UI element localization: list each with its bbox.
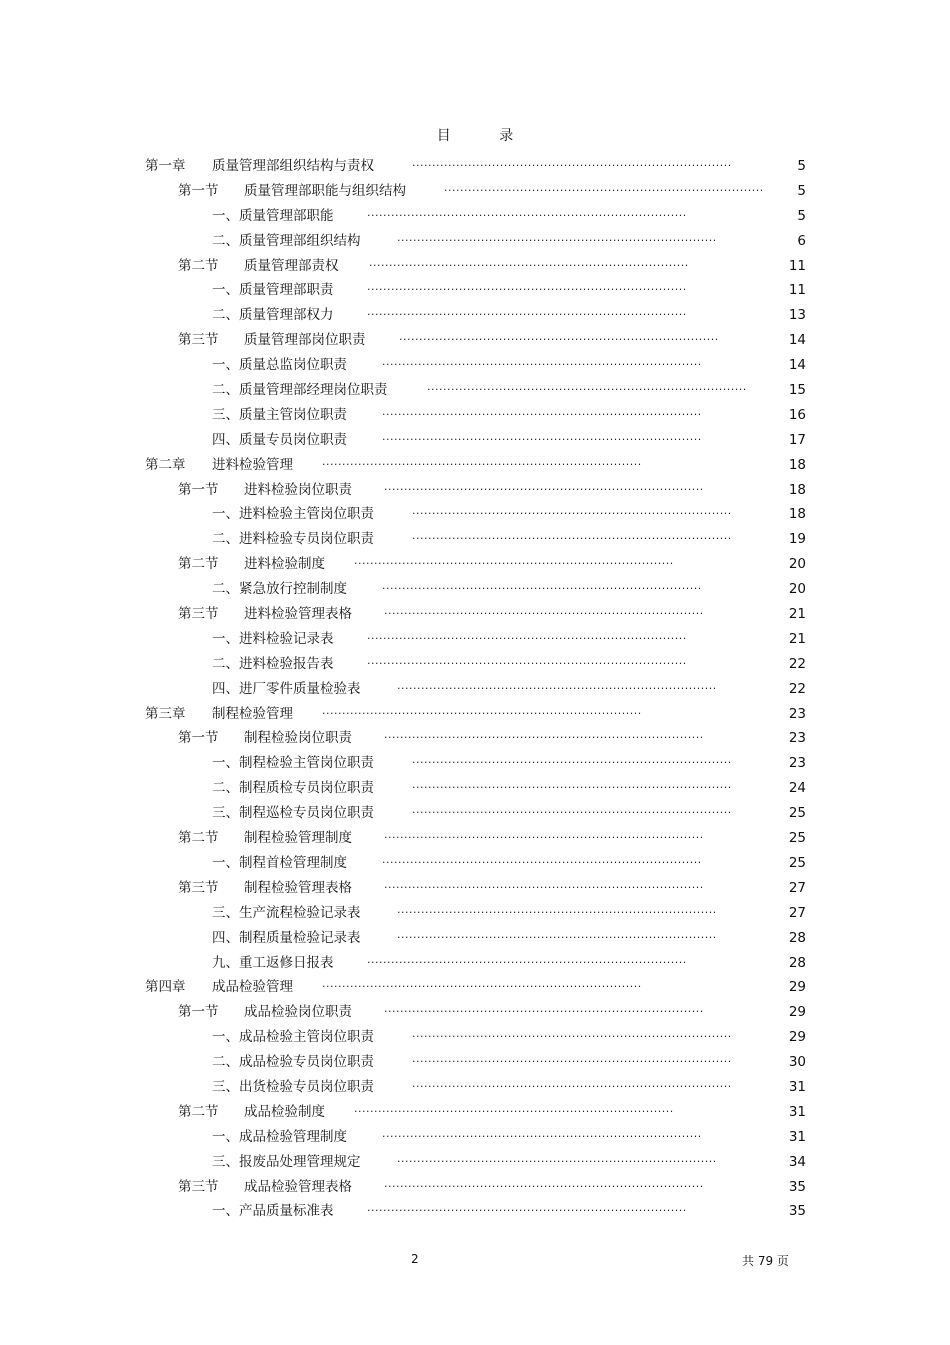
toc-entry-label: 第二节	[178, 257, 219, 274]
toc-entry-title: 制程检验管理表格	[244, 879, 352, 896]
dot-leader: ................................................................................	[397, 1151, 717, 1165]
dot-leader: ................................................................................	[322, 977, 642, 991]
dot-leader: ................................................................................	[399, 330, 719, 344]
toc-entry-title: 进料检验管理	[212, 456, 293, 473]
total-pages: 共 79 页	[742, 1254, 789, 1268]
toc-entry-page: 35	[788, 1203, 806, 1220]
toc-entry-page: 31	[788, 1103, 806, 1120]
dot-leader: ................................................................................	[412, 1052, 732, 1066]
toc-entry-title: 一、成品检验主管岗位职责	[212, 1029, 374, 1046]
dot-leader: ................................................................................	[367, 205, 687, 219]
toc-entry-page: 19	[788, 531, 806, 548]
toc-entry-page: 28	[788, 929, 806, 946]
toc-entry-title: 质量管理部责权	[244, 257, 339, 274]
toc-entry-page: 31	[788, 1078, 806, 1095]
dot-leader: ................................................................................	[427, 380, 747, 394]
toc-entry-page: 23	[788, 705, 806, 722]
toc-entry-title: 制程检验管理制度	[244, 830, 352, 847]
dot-leader: ................................................................................	[412, 1027, 732, 1041]
dot-leader: ................................................................................	[367, 628, 687, 642]
toc-entry-page: 25	[788, 854, 806, 871]
toc-entry-title: 四、制程质量检验记录表	[212, 929, 361, 946]
dot-leader: ................................................................................	[412, 778, 732, 792]
toc-entry-page: 16	[788, 406, 806, 423]
toc-entry-label: 第二节	[178, 1103, 219, 1120]
dot-leader: ................................................................................	[397, 927, 717, 941]
toc-entry-page: 29	[788, 979, 806, 996]
toc-entry-page: 5	[797, 158, 806, 174]
toc-entry-label: 第三节	[178, 606, 219, 623]
toc-entry-label: 第一节	[178, 730, 219, 747]
toc-entry-title: 一、质量管理部职责	[212, 282, 334, 299]
toc-entry-title: 二、紧急放行控制制度	[212, 581, 347, 598]
toc-entry-page: 29	[788, 1004, 806, 1021]
toc-entry-title: 成品检验岗位职责	[244, 1004, 352, 1021]
toc-entry-label: 第四章	[145, 979, 186, 996]
toc-entry-page: 13	[788, 307, 806, 324]
toc-entry-title: 进料检验制度	[244, 556, 325, 573]
toc-entry-title: 质量管理部岗位职责	[244, 332, 366, 349]
toc-entry-title: 三、生产流程检验记录表	[212, 904, 361, 921]
dot-leader: ................................................................................	[382, 579, 702, 593]
toc-entry-page: 22	[788, 680, 806, 697]
dot-leader: ................................................................................	[382, 355, 702, 369]
dot-leader: ................................................................................	[354, 554, 674, 568]
dot-leader: ................................................................................	[412, 156, 732, 169]
toc-entry-title: 制程检验岗位职责	[244, 730, 352, 747]
toc-entry-title: 二、制程质检专员岗位职责	[212, 780, 374, 797]
toc-entry-label: 第二节	[178, 556, 219, 573]
toc-entry-page: 25	[788, 805, 806, 822]
toc-entry-page: 11	[788, 257, 806, 274]
dot-leader: ................................................................................	[367, 305, 687, 319]
dot-leader: ................................................................................	[354, 1101, 674, 1115]
dot-leader: ................................................................................	[384, 479, 704, 493]
dot-leader: ................................................................................	[367, 952, 687, 966]
dot-leader: ................................................................................	[382, 1126, 702, 1140]
toc-entry-page: 14	[788, 357, 806, 374]
dot-leader: ................................................................................	[397, 230, 717, 244]
dot-leader: ................................................................................	[382, 404, 702, 418]
toc-entry-title: 制程检验管理	[212, 705, 293, 722]
toc-entry-label: 第三章	[145, 705, 186, 722]
toc-entry-page: 27	[788, 879, 806, 896]
toc-entry-label: 第一节	[178, 481, 219, 498]
toc-entry-title: 二、质量管理部权力	[212, 307, 334, 324]
dot-leader: ................................................................................	[384, 604, 704, 618]
dot-leader: ................................................................................	[384, 877, 704, 891]
dot-leader: ................................................................................	[412, 803, 732, 817]
toc-entry-page: 35	[788, 1178, 806, 1195]
toc-title: 目 录	[436, 128, 536, 144]
dot-leader: ................................................................................	[367, 653, 687, 667]
dot-leader: ................................................................................	[412, 753, 732, 767]
toc-entry-page: 23	[788, 755, 806, 772]
toc-entry-title: 二、进料检验报告表	[212, 655, 334, 672]
toc-entry-title: 三、质量主管岗位职责	[212, 406, 347, 423]
toc-entry-title: 一、进料检验主管岗位职责	[212, 506, 374, 523]
toc-entry-page: 28	[788, 954, 806, 971]
dot-leader: ................................................................................	[367, 1201, 687, 1215]
toc-entry-page: 24	[788, 780, 806, 797]
toc-entry-title: 一、成品检验管理制度	[212, 1128, 347, 1145]
toc-entry-label: 第二章	[145, 456, 186, 473]
dot-leader: ................................................................................	[384, 828, 704, 842]
toc-entry-page: 27	[788, 904, 806, 921]
toc-entry-page: 34	[788, 1153, 806, 1170]
toc-entry-title: 一、制程首检管理制度	[212, 854, 347, 871]
dot-leader: ................................................................................	[384, 1176, 704, 1190]
toc-entry-title: 二、进料检验专员岗位职责	[212, 531, 374, 548]
toc-entry-page: 17	[788, 431, 806, 448]
toc-entry-title: 进料检验岗位职责	[244, 481, 352, 498]
toc-entry-title: 成品检验管理表格	[244, 1178, 352, 1195]
toc-entry-title: 四、进厂零件质量检验表	[212, 680, 361, 697]
toc-entry-label: 第一章	[145, 158, 186, 174]
toc-entry-title: 一、制程检验主管岗位职责	[212, 755, 374, 772]
dot-leader: ................................................................................	[367, 280, 687, 294]
toc-entry-page: 21	[788, 606, 806, 623]
toc-entry-page: 6	[797, 232, 806, 249]
toc-entry-page: 29	[788, 1029, 806, 1046]
dot-leader: ................................................................................	[412, 504, 732, 518]
table-of-contents	[0, 154, 950, 1224]
dot-leader: ................................................................................	[397, 678, 717, 692]
toc-entry[interactable]	[0, 1199, 950, 1224]
dot-leader: ................................................................................	[412, 1076, 732, 1090]
page-number: 2	[411, 1252, 419, 1266]
toc-entry-title: 二、质量管理部组织结构	[212, 232, 361, 249]
toc-entry-title: 一、进料检验记录表	[212, 630, 334, 647]
toc-entry-title: 三、制程巡检专员岗位职责	[212, 805, 374, 822]
toc-entry-label: 第三节	[178, 879, 219, 896]
toc-entry-title: 二、质量管理部经理岗位职责	[212, 382, 388, 399]
toc-entry-page: 15	[788, 382, 806, 399]
toc-entry-page: 30	[788, 1054, 806, 1071]
toc-entry-page: 5	[797, 182, 806, 199]
toc-entry-label: 第三节	[178, 332, 219, 349]
toc-entry-title: 三、出货检验专员岗位职责	[212, 1078, 374, 1095]
toc-entry-title: 三、报废品处理管理规定	[212, 1153, 361, 1170]
toc-entry-title: 一、产品质量标准表	[212, 1203, 334, 1220]
dot-leader: ................................................................................	[382, 852, 702, 866]
toc-entry-page: 20	[788, 556, 806, 573]
toc-entry-page: 21	[788, 630, 806, 647]
toc-entry-title: 质量管理部组织结构与责权	[212, 158, 374, 174]
toc-entry-label: 第一节	[178, 182, 219, 199]
toc-entry-page: 18	[788, 481, 806, 498]
dot-leader: ................................................................................	[384, 728, 704, 742]
toc-entry-page: 20	[788, 581, 806, 598]
toc-entry-title: 四、质量专员岗位职责	[212, 431, 347, 448]
dot-leader: ................................................................................	[412, 529, 732, 543]
toc-entry-page: 23	[788, 730, 806, 747]
toc-entry-title: 一、质量总监岗位职责	[212, 357, 347, 374]
toc-entry-page: 18	[788, 456, 806, 473]
toc-entry-page: 11	[788, 282, 806, 299]
toc-entry-title: 一、质量管理部职能	[212, 207, 334, 224]
toc-entry-label: 第一节	[178, 1004, 219, 1021]
toc-entry-label: 第二节	[178, 830, 219, 847]
dot-leader: ................................................................................	[384, 1002, 704, 1016]
dot-leader: ................................................................................	[322, 454, 642, 468]
toc-entry-title: 二、成品检验专员岗位职责	[212, 1054, 374, 1071]
toc-entry-page: 25	[788, 830, 806, 847]
toc-entry-title: 质量管理部职能与组织结构	[244, 182, 406, 199]
toc-entry-title: 进料检验管理表格	[244, 606, 352, 623]
toc-entry-label: 第三节	[178, 1178, 219, 1195]
dot-leader: ................................................................................	[369, 255, 689, 269]
toc-entry-title: 九、重工返修日报表	[212, 954, 334, 971]
toc-entry-title: 成品检验管理	[212, 979, 293, 996]
dot-leader: ................................................................................	[382, 429, 702, 443]
toc-entry-page: 18	[788, 506, 806, 523]
dot-leader: ................................................................................	[444, 180, 764, 194]
toc-entry-page: 31	[788, 1128, 806, 1145]
toc-entry-page: 5	[797, 207, 806, 224]
toc-entry-page: 14	[788, 332, 806, 349]
dot-leader: ................................................................................	[397, 902, 717, 916]
toc-entry-page: 22	[788, 655, 806, 672]
dot-leader: ................................................................................	[322, 703, 642, 717]
toc-entry-title: 成品检验制度	[244, 1103, 325, 1120]
